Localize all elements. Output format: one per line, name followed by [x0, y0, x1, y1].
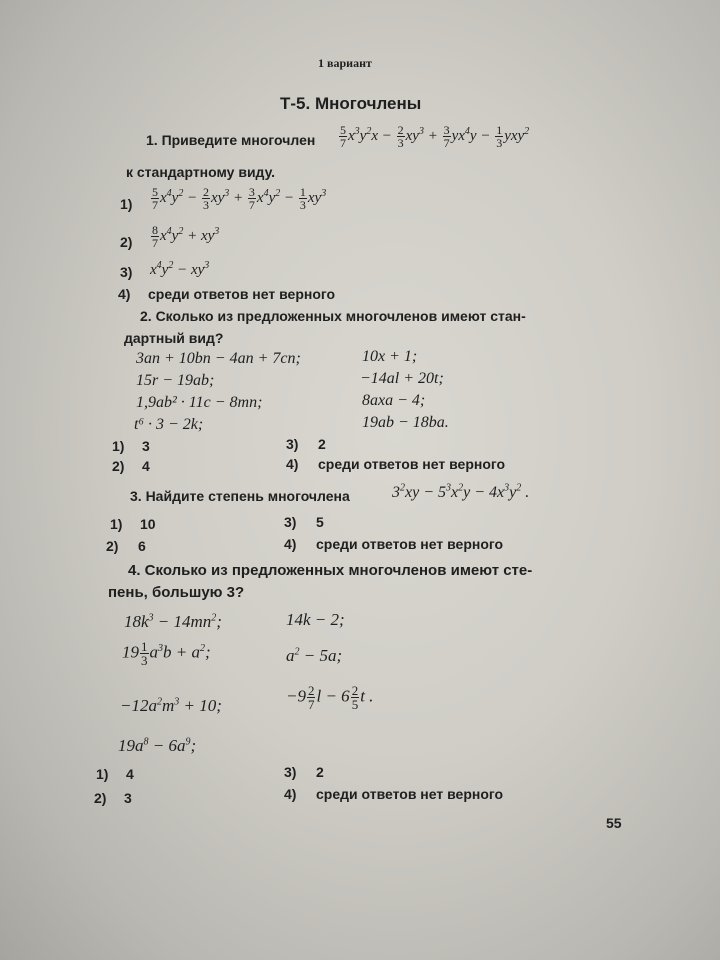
q4-poly-7: $19a^8 - 6a^9$;	[118, 736, 197, 755]
q3-option-2-text: 6	[138, 538, 146, 554]
q2-poly-right-2: −14al + 20t;	[360, 370, 444, 387]
q2-option-3-text: 2	[318, 436, 326, 452]
q4-text-line2: пень, большую 3?	[108, 584, 245, 601]
q1-option-3-num: 3)	[120, 264, 133, 280]
q1-option-1-num: 1)	[120, 196, 133, 212]
q4-option-4-num: 4)	[284, 786, 297, 802]
q3-option-4-num: 4)	[284, 536, 297, 552]
q4-poly-4: $a^2 - 5a$;	[286, 646, 343, 665]
q4-poly-5: $-12a^2m^3 + 10$;	[120, 696, 222, 715]
q2-poly-left-2: 15r − 19ab;	[136, 372, 215, 389]
q4-poly-6: −9 $\frac{2}{7}$ l − 6 $\frac{2}{5}$ t .	[286, 683, 374, 712]
q1-polynomial: $\frac{5}{7}$ $x^3y^2x$ − $\frac{2}{3}$ $xy^3$ + $\frac{3}{7}$ $yx^4y$ − $\frac{1}{3}$ yxy$^2$	[340, 123, 530, 150]
q4-poly-2: 14k − 2;	[286, 610, 345, 629]
q3-option-3-text: 5	[316, 514, 324, 530]
q2-option-2-text: 4	[142, 458, 150, 474]
q4-poly-1: $18k^3 - 14mn^2$;	[124, 612, 222, 631]
q3-polynomial: $3^2xy - 5^3x^2y - 4x^3y^2$ .	[392, 482, 530, 501]
q1-tail: к стандартному виду.	[126, 164, 276, 180]
q1-option-4-text: среди ответов нет верного	[148, 286, 336, 302]
q4-text-line1: 4. Сколько из предложенных многочленов имеют сте-	[128, 562, 533, 579]
q4-option-4-text: среди ответов нет верного	[316, 786, 504, 802]
q2-text-line1: 2. Сколько из предложенных многочленов имеют стан-	[140, 308, 526, 324]
q2-option-3-num: 3)	[286, 436, 299, 452]
q1-option-1-expr: $\frac{5}{7}$ $x^4y^2$ − $\frac{2}{3}$ $xy^3$ + $\frac{3}{7}$ $x^4y^2$ − $\frac{1}{3}$ $xy^3$	[152, 185, 327, 212]
q3-option-1-text: 10	[140, 516, 156, 532]
q2-poly-right-3: 8axa − 4;	[362, 392, 426, 409]
q2-option-1-num: 1)	[112, 438, 125, 454]
q3-option-1-num: 1)	[110, 516, 123, 532]
q1-option-2-expr: $\frac{8}{7}$ $x^4y^2 + xy^3$	[152, 223, 220, 250]
q3-option-3-num: 3)	[284, 514, 297, 530]
q4-poly-3: 19 $\frac{1}{3}$ $a^3b + a^2$;	[122, 639, 211, 668]
q4-option-2-text: 3	[124, 790, 132, 806]
page-title: Т-5. Многочлены	[280, 94, 422, 113]
q4-option-2-num: 2)	[94, 790, 107, 806]
q2-option-4-text: среди ответов нет верного	[318, 456, 506, 472]
q2-poly-right-1: 10x + 1;	[362, 348, 418, 365]
q3-option-4-text: среди ответов нет верного	[316, 536, 504, 552]
q2-poly-left-1: 3an + 10bn − 4an + 7cn;	[136, 350, 301, 367]
q2-option-2-num: 2)	[112, 458, 125, 474]
variant-label: 1 вариант	[318, 56, 372, 70]
q2-option-4-num: 4)	[286, 456, 299, 472]
q4-option-1-num: 1)	[96, 766, 109, 782]
q4-option-3-text: 2	[316, 764, 324, 780]
q2-poly-left-4: t⁶ · 3 − 2k;	[134, 416, 204, 433]
q4-option-3-num: 3)	[284, 764, 297, 780]
q1-option-4-num: 4)	[118, 286, 131, 302]
q3-text: 3. Найдите степень многочлена	[130, 488, 350, 504]
q2-option-1-text: 3	[142, 438, 150, 454]
q2-text-line2: дартный вид?	[124, 330, 224, 346]
q1-option-2-num: 2)	[120, 234, 133, 250]
q3-option-2-num: 2)	[106, 538, 119, 554]
q4-option-1-text: 4	[126, 766, 134, 782]
q2-poly-left-3: 1,9ab² · 11c − 8mn;	[136, 394, 263, 411]
page-number: 55	[606, 815, 622, 831]
q1-text: 1. Приведите многочлен	[146, 132, 316, 148]
q1-option-3-expr: $x^4y^2 - xy^3$	[150, 260, 210, 278]
q2-poly-right-4: 19ab − 18ba.	[362, 414, 449, 431]
